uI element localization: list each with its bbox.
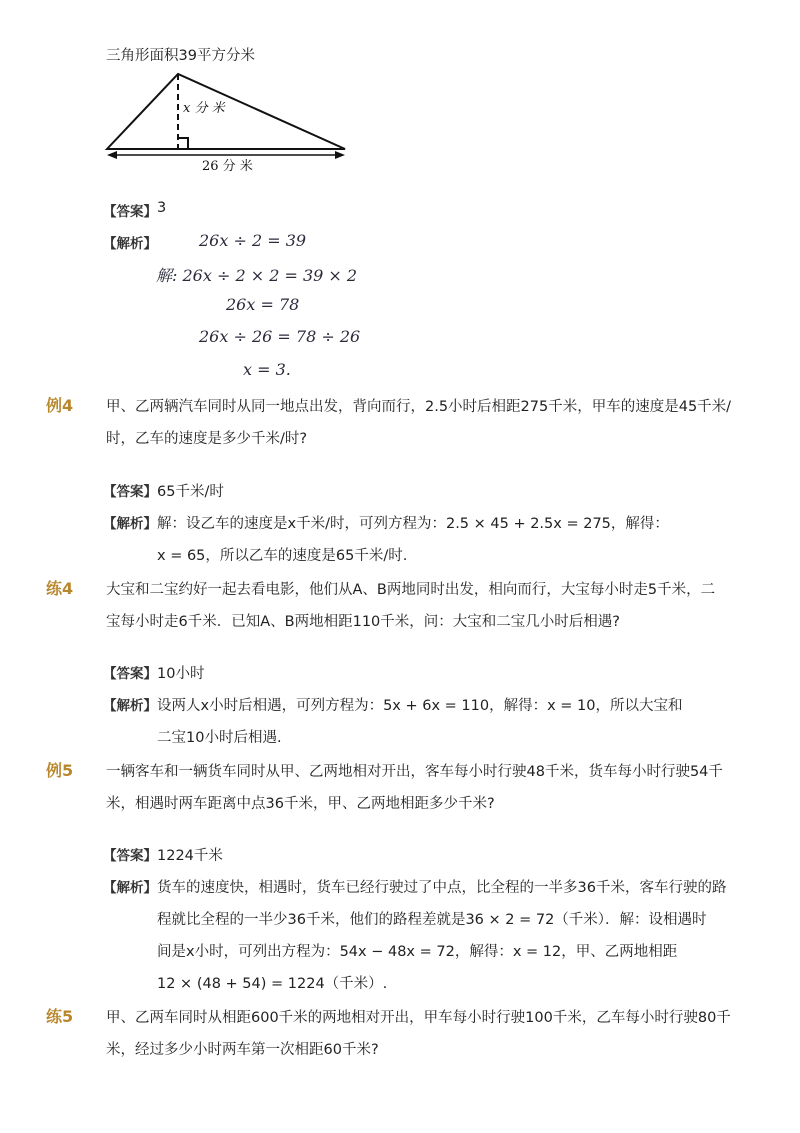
example-5-question-line-2: 米，相遇时两车距离中点36千米，甲、乙两地相距多少千米? [106,796,495,812]
base-arrow-right [335,151,345,159]
example-4-tag: 例4 [46,396,74,415]
example-4-question-line-2: 时，乙车的速度是多少千米/时? [106,431,308,447]
analysis-label: 【解析】 [103,236,157,252]
example-5-tag: 例5 [46,761,74,780]
example-5-analysis-line-1: 货车的速度快，相遇时，货车已经行驶过了中点，比全程的一半多36千米，客车行驶的路 [157,880,727,896]
example-5-answer-value: 1224千米 [157,848,223,864]
practice-4-analysis-line-1: 设两人x小时后相遇，可列方程为：5x + 6x = 110，解得：x = 10，所以大宝和 [157,698,683,714]
base-label: 26 分 米 [202,159,253,174]
example-5-analysis-line-4: 12 × (48 + 54) = 1224（千米）. [157,976,388,992]
solution-step-3: 26x = 78 [226,295,300,314]
example-4-analysis-line-2: x = 65，所以乙车的速度是65千米/时. [157,548,408,564]
solution-step-4: 26x ÷ 26 = 78 ÷ 26 [199,327,361,346]
example-4-analysis-label: 【解析】 [103,516,157,532]
solution-step-1: 26x ÷ 2 = 39 [199,231,307,250]
example-4-answer-label: 【答案】 [103,484,157,500]
example-5-analysis-label: 【解析】 [103,880,157,896]
example-5-question-line-1: 一辆客车和一辆货车同时从甲、乙两地相对开出，客车每小时行驶48千米，货车每小时行驶54千 [106,764,723,780]
answer-value: 3 [157,200,167,216]
practice-5-question-line-2: 米，经过多少小时两车第一次相距60千米? [106,1042,379,1058]
example-4-analysis-line-1: 解：设乙车的速度是x千米/时，可列方程为：2.5 × 45 + 2.5x = 275，解得： [157,516,669,532]
triangle-figure [95,66,360,181]
practice-5-tag: 练5 [46,1007,74,1026]
triangle-shape [107,74,345,149]
solution-step-2: 解: 26x ÷ 2 × 2 = 39 × 2 [156,266,358,285]
practice-4-tag: 练4 [46,579,74,598]
answer-label: 【答案】 [103,204,157,220]
example-4-question-line-1: 甲、乙两辆汽车同时从同一地点出发，背向而行，2.5小时后相距275千米，甲车的速度是45千米/ [106,399,732,415]
practice-4-answer-value: 10小时 [157,666,205,682]
right-angle-mark [178,138,188,148]
example-5-answer-label: 【答案】 [103,848,157,864]
practice-4-analysis-label: 【解析】 [103,698,157,714]
example-5-analysis-line-3: 间是x小时，可列出方程为：54x − 48x = 72，解得：x = 12，甲、乙两地相距 [157,944,678,960]
example-4-answer-value: 65千米/时 [157,484,224,500]
height-label: x 分 米 [183,101,225,116]
base-arrow-left [107,151,117,159]
solution-step-5: x = 3. [243,360,291,379]
triangle-caption: 三角形面积39平方分米 [106,48,255,64]
practice-4-answer-label: 【答案】 [103,666,157,682]
practice-4-analysis-line-2: 二宝10小时后相遇. [157,730,282,746]
practice-4-question-line-1: 大宝和二宝约好一起去看电影，他们从A、B两地同时出发，相向而行，大宝每小时走5千米，二 [106,582,716,598]
example-5-analysis-line-2: 程就比全程的一半少36千米，他们的路程差就是36 × 2 = 72（千米）．解：设相遇时 [157,912,707,928]
practice-4-question-line-2: 宝每小时走6千米．已知A、B两地相距110千米，问：大宝和二宝几小时后相遇? [106,614,620,630]
practice-5-question-line-1: 甲、乙两车同时从相距600千米的两地相对开出，甲车每小时行驶100千米，乙车每小时行驶80千 [106,1010,731,1026]
